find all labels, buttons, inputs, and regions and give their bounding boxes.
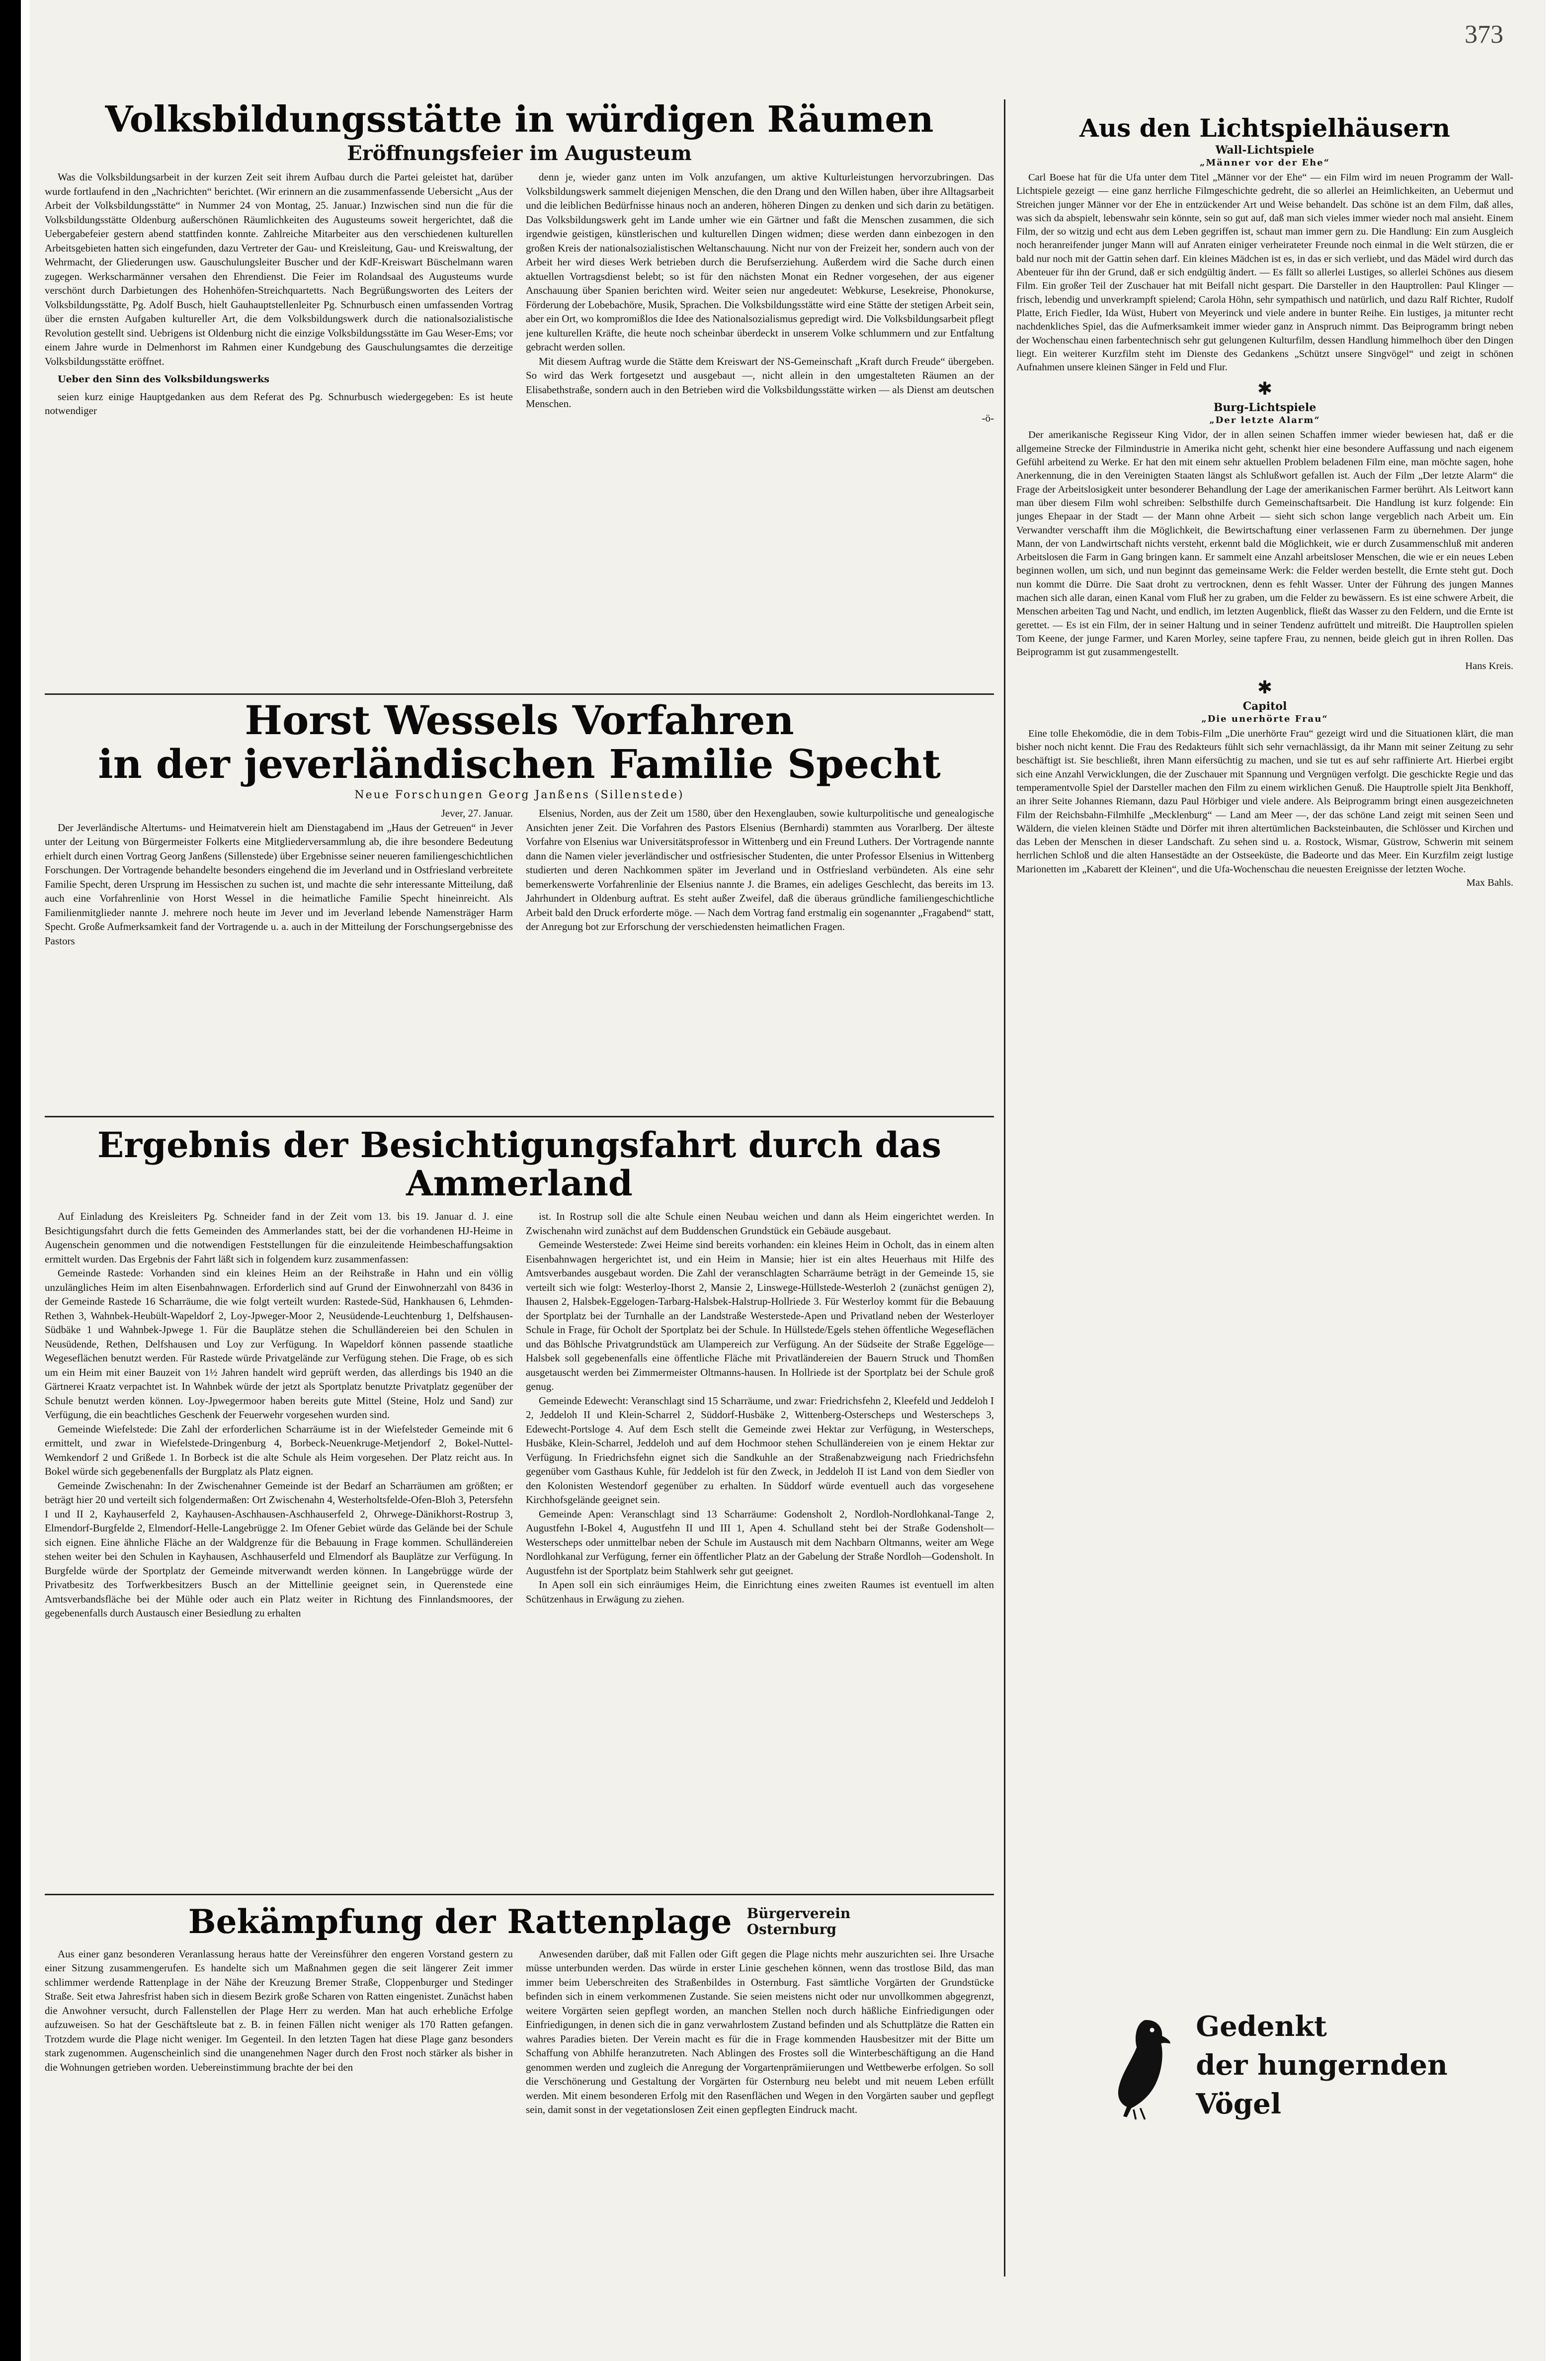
paragraph: Gemeinde Apen: Veranschlagt sind 13 Scharräume: Godensholt 2, Nordloh-Nordlohkanal-Tange 2, Augustfehn I-Bokel 4, Augustfehn II und III 1, Apen 4. Schulland steht bei der Straße Godensholt—Westerscheps oder unmittelbar neben der Schule im Austausch mit dem Nachbarn Oltmanns, weiter am Wege Nordlohkanal zur Verfügung, ferner ein öffentlicher Platz an der Gabelung der Straße Nordloh—Godensholt. In Augustfehn ist der Sportplatz beim Stahlwerk sehr gut geeignet. (526, 1508, 994, 1577)
side-label-line: Osternburg (746, 1921, 836, 1938)
article-volksbildung (45, 99, 994, 677)
divider (45, 1116, 994, 1117)
paragraph: Mit diesem Auftrag wurde die Stätte dem Kreiswart der NS-Gemeinschaft „Kraft durch Freude“ übergeben. So wird das Werk fortgesetzt und ausgebaut —, nicht allein in den umgestalteten Räumen an der Elisabethstraße, sondern auch in den Betrieben wird die Volksbildungsstätte wirken — als Dienst am deutschen Menschen. (526, 355, 994, 410)
article-column (526, 1209, 994, 1913)
paragraph: Auf Einladung des Kreisleiters Pg. Schneider fand in der Zeit vom 13. bis 19. Januar d. J. eine Besichtigungsfahrt durch die fetts Gemeinden des Ammerlandes statt, bei der die vorhandenen HJ-Heime in Augenschein genommen und die notwendigen Feststellungen für die einzuleitende Heimbeschaffungsaktion ermittelt wurden. Das Ergebnis der Fahrt läßt sich in folgendem kurz zusammenfassen: (45, 1210, 513, 1265)
section-title: Wall-Lichtspiele (1215, 144, 1315, 157)
author-sign: Max Bahls. (1466, 877, 1513, 889)
paragraph: denn je, wieder ganz unten im Volk anzufangen, um aktive Kulturleistungen hervorzubringen. Das Volksbildungswerk sammelt diejenigen Menschen, die den Drang und den Willen haben, über ihre Alltagsarbeit und die leiblichen Bedürfnisse hinaus noch an anderen, höheren Dingen zu denken und sich darin zu betätigen. Das Volksbildungswerk geht im Lande umher wie ein Gärtner und faßt die Menschen zusammen, die sich irgendwie geistigen, künstlerischen und kulturellen Dingen widmen; diese werden dann einbezogen in den großen Kreis der nationalsozialistischen Weltanschauung. Nicht nur von der Freizeit her, sondern auch von der Arbeit her wird dieses Werk betrieben durch die Berufserziehung. Außerdem wird die Sache durch einen aktuellen Vortragsdienst belebt; so ist für den nächsten Monat ein Redner vorgesehen, der aus eigener Anschauung über Spanien berichten wird. Weiter seien nur angedeutet: Webkurse, Lesekreise, Phonokurse, Förderung der Lobebachöre, Musik, Sprachen. Die Volksbildungsstätte wird eine Stätte der stetigen Arbeit sein, aber ein Ort, wo kompromißlos die Idee des Nationalsozialismus gepredigt wird. Die Volksbildungsarbeit pflegt jene kulturellen Kräfte, die heute noch scheinbar überdeckt in unserem Volke schlummern und zur Entfaltung gebracht werden sollen. (526, 171, 994, 353)
paragraph: Gemeinde Edewecht: Veranschlagt sind 15 Scharräume, und zwar: Friedrichsfehn 2, Kleefeld und Jeddeloh I 2, Jeddeloh II und Klein-Scharrel 2, Süddorf-Husbäke 2, Wittenberg-Osterscheps und Westerscheps 3, Edewecht-Portsloge 4. Auf dem Esch stellt die Gemeinde zwei Hektar zur Verfügung, in Westerscheps, Husbäke, Klein-Scharrel, Jeddeloh und auf dem Hochmoor stehen Schulländereien von je einem Hektar zur Verfügung. In Friedrichsfehn eignet sich die Sandkuhle an der Straßenabzweigung nach Friedrichsfehn gegenüber vom Gasthaus Kuhle, für Jeddeloh ist für den Zweck, in Jeddeloh II ist Land von dem Siedler von den Kolonisten Westendorf gegenüber zu erhalten. In Süddorf würde eventuell auch das vorgesehene Kirchhofsgelände geeignet sein. (526, 1394, 994, 1506)
paragraph: Elsenius, Norden, aus der Zeit um 1580, über den Hexenglauben, sowie kulturpolitische und genealogische Ansichten jener Zeit. Die Vorfahren des Pastors Elsenius (Bernhardi) stammten aus Vorarlberg. Der älteste Vorfahre von Elsenius war Universitätsprofessor in Wittenberg und ein Freund Luthers. Der Vortragende nannte dann die Namen vieler jeverländischer und ostfriesischer Studenten, die unter Professor Elsenius in Wittenberg studierten und deren Nachkommen später im Jeverland und in Ostfriesland verbündeten. Als eine sehr bemerkenswerte Vorfahrenlinie der Elsenius nannte J. die Brames, ein adeliges Geschlecht, das bereits im 13. Jahrhundert in Oldenburg auftrat. Es steht außer Zweifel, daß die überaus gründliche familiengeschichtliche Arbeit bald den Druck erforderte möge. — Nach dem Vortrag fand erstmalig ein sogenannter „Fragabend“ statt, der Anregung bot zur Erforschung der verschiedensten heimatlichen Fragen. (526, 807, 994, 932)
author-sign: -ö- (982, 412, 994, 424)
headline: Bekämpfung der Rattenplage (188, 1902, 732, 1941)
paragraph: Carl Boese hat für die Ufa unter dem Titel „Männer vor der Ehe“ — ein Film wird im neuen Programm der Wall-Lichtspiele gezeigt — eine ganz herrliche Filmgeschichte gedreht, die so allerlei an Heimlichkeiten, an Uebermut und Streichen junger Männer vor der Ehe in entzückender Art und Weise behandelt. Das schöne ist an dem Film, daß alles, was sich da abspielt, lebenswahr sein könnte, sein so gut auf, daß man sich vieles immer wieder noch mal ansieht. Einem Film, der so witzig und echt aus dem Leben gegriffen ist, schaut man immer gern zu. Die Handlung: Ein zum Ausgleich noch heranreifender junger Mann will auf Anraten einiger verheirateter Freunde noch einmal in die Welt stürzen, die er bald nur noch mit der Gattin sehen darf. Ein kleines Mädchen ist es, in das er sich verliebt, und das Mädel wird durch das Abenteuer für ihn der Grund, daß er sich endgültig ändert. — Es fällt so allerlei Lustiges, so allerlei Schönes aus diesem Film. Ein großer Teil der Zuschauer hat mit Beifall nicht gespart. Die Darsteller in den Hauptrollen: Paul Klinger — frisch, lebendig und unverkrampft spielend; Carola Höhn, sehr sympathisch und natürlich, und dazu Ralf Richter, Rudolf Platte, Erich Fiedler, Ida Wüst, Hubert von Meyerinck und viele andere in bunter Reihe. Ein lustiges, ja mitunter recht nachdenkliches Spiel, das die Aufmerksamkeit immer wieder ganz in Anspruch nimmt. Das Beiprogramm bringt neben der Wochenschau einen farbentechnisch sehr gut gelungenen Kulturfilm, dessen Handlung himmelhoch über den Dingen liegt. Ein weiterer Kurzfilm steht im Dienste des Gedankens „Schützt unsere Singvögel“ und zeigt in schönen Aufnahmen unsere kleinen Sänger in Feld und Flur. (1016, 172, 1513, 373)
film-title: „Männer vor der Ehe“ (1200, 158, 1330, 168)
paragraph: ist. In Rostrup soll die alte Schule einen Neubau weichen und dann als Heim eingerichtet werden. In Zwischenahn wird zunächst auf dem Buddenschen Grundstück ein Gebäude ausgebaut. (526, 1210, 994, 1237)
article-column (526, 1947, 994, 2310)
dateline: Jever, 27. Januar. (441, 807, 513, 819)
article-rattenplage (45, 1904, 994, 2310)
headline: Volksbildungsstätte in würdigen Räumen (105, 98, 934, 140)
newspaper-page (30, 0, 1546, 2361)
paragraph: Gemeinde Wiefelstede: Die Zahl der erforderlichen Scharräume ist in der Wiefelsteder Gemeinde mit 6 ermittelt, und zwar in Wiefelstede-Dringenburg 4, Borbeck-Neuenkruge-Metjendorf 2, Bokel-Nuttel-Wemkendorf 2 und Grißede 1. In Borbeck ist die alte Schule als Heim vorgesehen. Der Platz reicht aus. In Bokel würde sich gegebenenfalls der Burgplatz als Platz eignen. (45, 1423, 513, 1477)
bird-icon (1113, 2006, 1181, 2125)
review-text (1016, 171, 1513, 374)
headline: in der jeverländischen Familie Specht (98, 741, 941, 787)
scan-left-margin (0, 0, 21, 2361)
divider (45, 1894, 994, 1895)
subhead: Eröffnungsfeier im Augusteum (347, 142, 692, 166)
article-column (45, 1947, 513, 2310)
divider (45, 693, 994, 695)
paragraph: Gemeinde Zwischenahn: In der Zwischenahner Gemeinde ist der Bedarf an Scharräumen am größten; er beträgt hier 20 und verteilt sich folgendermaßen: Ort Zwischenahn 4, Westerholtsfelde-Ofen-Bloh 3, Petersfehn I und II 2, Kayhauserfeld 2, Kayhausen-Aschhausen-Aschhauserfeld 2, Ohrwege-Dänikhorst-Rostrup 3, Elmendorf-Burgfelde 2, Elmendorf-Helle-Langebrügge 2. Im Ofener Gebiet würde das Gelände bei der Schule sich eignen. Eine ähnliche Fläche an der Waldgrenze für die Bebauung in Frage kommen. Schulländereien stehen weiter bei den Schulen in Kayhausen, Aschhauserfeld und Elmendorf als Bauplätze zur Verfügung. In Burgfelde würde der Sportplatz der Gemeinde mitverwandt werden können. In Langebrügge würde der Privatbesitz des Torfwerkbesitzers Busch an der Mittellinie geeignet sein, in Querenstede eine Amtsverbandsfläche bei der Mühle oder auch ein Platz weiter in Richtung des Finnlandsmoores, der gegebenenfalls durch Austausch einer Besiedlung zu erhalten (45, 1479, 513, 1619)
separator-star: ✱ (1257, 379, 1273, 400)
author-sign: Hans Kreis. (1465, 660, 1513, 672)
side-label (747, 1906, 851, 1938)
headline: Horst Wessels Vorfahren (245, 697, 794, 744)
paragraph: Anwesenden darüber, daß mit Fallen oder Gift gegen die Plage nichts mehr auszurichten sei. Ihre Ursache müsse unterbunden werden. Das würde in erster Linie geschehen können, wenn das trostlose Bild, das man immer beim Ueberschreiten des Straßenbildes in Osternburg. Fast sämtliche Vorgärten der Grundstücke befinden sich in einem verkommenen Zustande. Sie seien meistens nicht oder nur unvollkommen abgegrenzt, weitere Vorgärten seien gepflegt worden, an manchen Stellen noch durch häßliche Einfriedigungen oder Einfriedigungen, in denen sich die in ganz verwahrlostem Zustand befinden und als Schuttplätze die Ratten ein wahres Paradies bieten. Der Verein macht es für die in Frage kommenden Hausbesitzer mit der Bitte um Schaffung von Abhilfe heranzutreten. Nach Ablingen des Frostes soll die Winterbeschäftigung an die Hand genommen werden und zugleich die Anregung der Vorgartenprämiierungen und Wettbewerbe erfolgen. So soll die Verschönerung und Gestaltung der Vorgärten für Osternburg neu belebt und mit neuem Leben erfüllt werden. Mit einem besonderen Erfolg mit den Rasenflächen und Wegen in den Vorgärten sauber und gepflegt sein, damit sonst in der vegetationslosen Zeit einen gepflegten Eindruck macht. (526, 1947, 994, 2116)
headline: Ergebnis der Besichtigungsfahrt durch das Ammerland (97, 1124, 942, 1204)
intertitle: Ueber den Sinn des Volksbildungswerks (58, 374, 270, 385)
headline: Aus den Lichtspielhäusern (1079, 114, 1450, 143)
article-column (45, 170, 513, 677)
page-number: 373 (1465, 20, 1503, 49)
review-text (1016, 428, 1513, 673)
bird-notice-text (1196, 2007, 1511, 2123)
section-title: Capitol (1242, 699, 1287, 713)
article-column (45, 806, 513, 1099)
review-text (1016, 727, 1513, 890)
article-ammerland (45, 1126, 994, 1913)
side-label-line: Bürgerverein (746, 1905, 851, 1922)
bird-notice-line: der hungernden Vögel (1196, 2049, 1448, 2120)
paragraph: Gemeinde Rastede: Vorhanden sind ein kleines Heim an der Reihstraße in Hahn und ein völlig unzulängliches Heim im alten Eisenbahnwagen. Erforderlich sind auf Grund der Einwohnerzahl von 8436 in der Gemeinde Rastede 16 Scharräume, die wie folgt verteilt wurden: Rastede-Süd, Hankhausen 6, Lehmden-Rethen 3, Wahnbek-Heubült-Wapeldorf 2, Loy-Jpweger-Moor 2, Neusüdende-Leuchtenburg 1, Delfshausen-Südbäke 1 und Wahnbek-Jpwege 1. Für die Bauplätze stehen die Schulländereien bei den Schulen in Neusüdende, Rethen, Delfshausen und Loy zur Verfügung. In Wapeldorf können passende staatliche Wegeseflächen benutzt werden. Für Rastede würde Privatgelände zur Verfügung stehen. Die Frage, ob es sich um ein Heim mit einer Bauzeit von 1½ Jahren handelt wird geprüft werden, das allerdings bis 1940 an die Gärtnerei Kraatz verpachtet ist. In Wahnbek würde der jetzt als Sportplatz benutzte Privatplatz gegenüber der Schule benutzt werden können. Loy-Jpwegermoor haben bereits gute Mittel (Steine, Holz und Sand) zur Verfügung, die ein beachtliches Geschenk der Feuerwehr vorgesehen wurden sind. (45, 1267, 513, 1421)
column-rule (1004, 99, 1005, 2277)
byline: Neue Forschungen Georg Janßens (Sillenstede) (354, 789, 684, 801)
paragraph: Aus einer ganz besonderen Veranlassung heraus hatte der Vereinsführer den engeren Vorstand gestern zu einer Sitzung zusammengerufen. Es handelte sich um Maßnahmen gegen die seit längerer Zeit immer schlimmer werdende Rattenplage in der Nähe der Kreuzung Bremer Straße, Cloppenburger und Stedinger Straße. Seit etwa Jahresfrist haben sich in diesem Bezirk große Scharen von Ratten eingenistet. Zunächst haben die Anwohner versucht, durch Fallenstellen der Plage Herr zu werden. Man hat auch erhebliche Erfolge aufzuweisen. So hat der Geschäftsleute bat z. B. in feinen Fällen nicht weniger als 170 Ratten gefangen. Trotzdem wurde die Plage nicht weniger. Im Gegenteil. In den letzten Tagen hat diese Plage ganz besonders stark zugenommen. Augenscheinlich sind die unangenehmen Nager durch den Frost noch stärker als bisher in die Wohnungen getrieben worden. Uebereinstimmung brachte der bei den (45, 1947, 513, 2073)
paragraph: In Apen soll ein sich einräumiges Heim, die Einrichtung eines zweiten Raumes ist eventuell im alten Schützenhaus in Erwägung zu ziehen. (526, 1579, 994, 1605)
paragraph: Eine tolle Ehekomödie, die in dem Tobis-Film „Die unerhörte Frau“ gezeigt wird und die Situationen klärt, die man bisher noch nicht kennt. Die Frau des Redakteurs fühlt sich sehr vernachlässigt, da ihr Mann mit seiner Zeitung zu sehr beschäftigt ist. Sie beschließt, ihren Mann eifersüchtig zu machen, und sie tut es auf sehr raffinierte Art. Hierbei ergibt sich eine Anzahl Verwicklungen, die der Zuschauer mit Spannung und Vergnügen verfolgt. Die geschickte Regie und das temperamentvolle Spiel der Darsteller machen den Film zu einem wirklichen Genuß. Die Hauptrolle spielt Jita Benkhoff, an ihrer Seite Johannes Riemann, dazu Paul Hörbiger und viele andere. Als Beiprogramm bringt einen ausgezeichneten Film der Reichsbahn-Filmhilfe „Mecklenburg“ — Land am Meer —, der das schöne Land zeigt mit seinen Seen und Wäldern, die vielen kleinen Städte und Dörfer mit ihren altertümlichen Backsteinbauten, die Schlösser und Kirchen und das Leben der Menschen in dieser Landschaft. Zu sehen sind u. a. Rostock, Wismar, Güstrow, Schwerin mit seinem herrlichen Schloß und die alten Hansestädte an der Ostseeküste, die Badeorte und das Meer. Ein Kurzfilm zeigt lustige Marionetten im „Kabarett der Kleinen“, und die Ufa-Wochenschau die neuesten Ereignisse der letzten Woche. (1016, 728, 1513, 875)
film-title: „Der letzte Alarm“ (1209, 415, 1320, 426)
article-wessel (45, 698, 994, 1099)
article-column (45, 1209, 513, 1913)
cinema-column (1016, 114, 1513, 1968)
paragraph: Der amerikanische Regisseur King Vidor, der in allen seinen Schaffen immer wieder bewiesen hat, daß er die allgemeine Strecke der Filmindustrie in Amerika nicht geht, schenkt hier eine besondere Auffassung und nach eigenem Gefühl arbeitend zu Werke. Er hat den mit einem sehr aktuellen Problem beladenen Film eine, man möchte sagen, hohe Anerkennung, die in den Vereinigten Staaten längst als Schlußwort gefallen ist. Auch der Film „Der letzte Alarm“ die Frage der Arbeitslosigkeit unter besonderer Behandlung der Lage der amerikanischen Farmer berührt. Als Leitwort kann man über diesem Film wohl schreiben: Selbsthilfe durch Gemeinschaftsarbeit. Die Handlung ist kurz folgende: Ein junges Ehepaar in der Stadt — der Mann ohne Arbeit — sieht sich schon lange vergeblich nach Arbeit um. Ein Verwandter verschafft ihm die Möglichkeit, die Bewirtschaftung einer verlassenen Farm zu übernehmen. Der junge Mann, der von Landwirtschaft nichts versteht, erkennt bald die Möglichkeit, wie er durch Zusammenschluß mit anderen Arbeitslosen die Farm in Gang bringen kann. Er sammelt eine Anzahl arbeitsloser Menschen, die wie er ein neues Leben beginnen wollen, um sich, und nun beginnt das gemeinsame Werk: die Felder werden bestellt, die Ernte steht gut. Doch nun kommt die Dürre. Die Saat droht zu vertrocknen, denn es fehlt Wasser. Unter der Führung des jungen Mannes machen sich alle daran, einen Kanal vom Fluß her zu graben, um die Felder zu bewässern. Es ist eine schwere Arbeit, die Menschen arbeiten Tag und Nacht, und endlich, im letzten Augenblick, fließt das Wasser zu den Feldern, und die Ernte ist gerettet. — Es ist ein Film, der in seiner Haltung und in seiner Tendenz aufrüttelt und mitreißt. Die Hauptrollen spielen Tom Keene, der junge Farmer, und Karen Morley, seine tapfere Frau, zu nennen, beide gleich gut in ihren Rollen. Das Beiprogramm ist gut zusammengestellt. (1016, 429, 1513, 658)
film-title: „Die unerhörte Frau“ (1201, 713, 1328, 724)
separator-star: ✱ (1257, 677, 1273, 698)
paragraph: Gemeinde Westerstede: Zwei Heime sind bereits vorhanden: ein kleines Heim in Ocholt, das in einem alten Eisenbahnwagen hergerichtet ist, und ein Heim in Mansie; hier ist ein altes Heuerhaus mit Hilfe des Amtsverbandes ausgebaut worden. Die Zahl der veranschlagten Scharräume beträgt in der Gemeinde 15, sie verteilt sich wie folgt: Westerloy-Ihorst 2, Mansie 2, Linswege-Hüllstede-Westerloh 2 (zunächst genügen 2), Ihausen 2, Halsbek-Eggelogen-Tarbarg-Halsbek-Halstrup-Hollriede 3. Für Westerloy kommt für die Bebauung der Sportplatz bei der Turnhalle an der Landstraße Westerstede-Apen und Privatland neben der Westerloyer Schule in Frage, für Ocholt der Sportplatz bei der Schule. In Hüllstede/Egels stehen öffentliche Wegeseflächen und das Böhlsche Privatgrundstück am Ulampereich zur Verfügung. An der Südseite der Straße Eggelöge—Halsbek soll gegebenenfalls eine öffentliche Fläche mit Privatländereien der Bauern Struck und Thomßen ausgetauscht werden bei Zimmermeister Oltmanns-hausen. In Hollriede ist der Sportplatz bei der Schule groß genug. (526, 1239, 994, 1392)
article-column (526, 170, 994, 677)
paragraph: seien kurz einige Hauptgedanken aus dem Referat des Pg. Schnurbusch wiedergegeben: Es ist heute notwendiger (45, 390, 513, 417)
paragraph: Der Jeverländische Altertums- und Heimatverein hielt am Dienstagabend im „Haus der Getreuen“ in Jever unter der Leitung von Bürgermeister Folkerts eine Mitgliederversammlung ab, die ihre besondere Bedeutung erhielt durch einen Vortrag Georg Janßens (Sillenstede) über Ergebnisse seiner neueren familiengeschichtlichen Forschungen. Der Vortragende behandelte besonders eingehend die im Jeverland und in Ostfriesland verbreitete Familie Specht, deren Ursprung im Hessischen zu suchen ist, und machte die sehr interessante Mitteilung, daß auch eine Vorfahrenlinie von Horst Wessel in die heimatliche Familie Specht hineinreicht. Als Familienmitglieder nannte J. mehrere noch heute im Jever und im Jeverland lebende Namensträger Harm Specht. Große Aufmerksamkeit fand der Vortragende u. a. auch in der Mitteilung der Forschungsergebnisse des Pastors (45, 821, 513, 947)
bird-notice-line: Gedenkt (1196, 2010, 1327, 2043)
paragraph: Was die Volksbildungsarbeit in der kurzen Zeit seit ihrem Aufbau durch die Partei geleistet hat, darüber wurde fortlaufend in den „Nachrichten“ berichtet. (Wir erinnern an die zusammenfassende Uebersicht „Aus der Arbeit der Volksbildungsstätte“ in Nummer 24 von Montag, 25. Januar.) Inzwischen sind nun die für die Volksbildungsstätte Oldenburg außerschönen Räumlichkeiten des Augusteums soweit hergerichtet, daß die Uebergabefeier gestern abend stattfinden konnte. Zahlreiche Mitarbeiter aus den verschiedenen kulturellen Arbeitsgebieten hatten sich eingefunden, dazu Vertreter der Gau- und Kreisleitung, Gau- und Kreiswaltung, der Wehrmacht, der Gliederungen usw. Gauschulungsleiter Buscher und der KdF-Kreiswart Büschelmann waren zugegen. Werkscharmänner versahen den Ehrendienst. Die Feier im Rolandsaal des Augusteums wurde verschönt durch Darbietungen des Hohenhöfen-Streichquartetts. Nach Begrüßungsworten des Leiters der Volksbildungsstätte, Pg. Adolf Busch, hielt Gauhauptstellenleiter Pg. Schnurbusch einen umfassenden Vortrag über die ernsten Aufgaben kultureller Art, die dem Volksbildungswerk durch die nationalsozialistische Revolution gestellt sind. Uebrigens ist Oldenburg nicht die einzige Volksbildungsstätte im Gau Weser-Ems; vor einem Jahre wurde in Delmenhorst im Rahmen einer Kundgebung des Gauschulungsamtes die derzeitige Volksbildungsstätte eröffnet. (45, 171, 513, 367)
bird-notice (1113, 1998, 1511, 2132)
section-title: Burg-Lichtspiele (1213, 401, 1317, 415)
article-column (526, 806, 994, 1099)
